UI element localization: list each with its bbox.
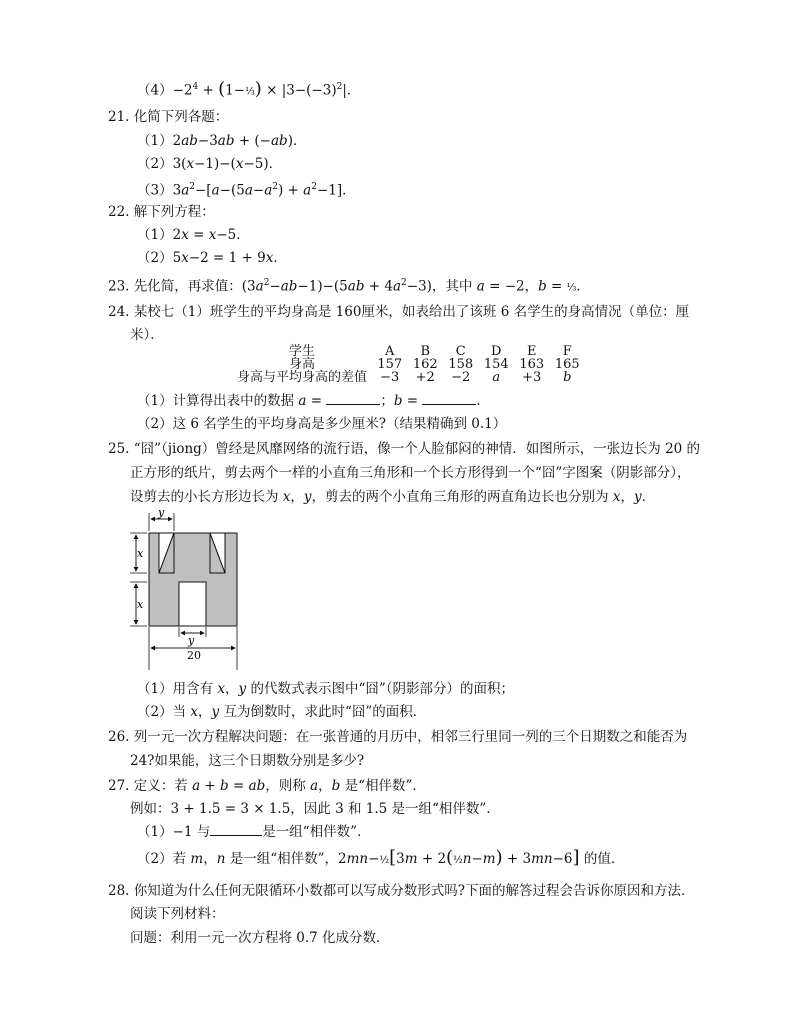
label-x-upper: x — [137, 547, 144, 560]
q27-title: 27. 定义：若 a + b = ab，则称 a，b 是“相伴数”． — [108, 778, 426, 794]
q21-part1: （1）2ab−3ab + (−ab)． — [137, 133, 307, 149]
q21-part3: $(3)3a^2-[a-(5a-a^2) + a^2-1]$． — [137, 182, 356, 199]
table-cell: F — [562, 344, 572, 359]
table-header-height: 身高 — [288, 357, 315, 372]
q28-line3: 问题：利用一元一次方程将 0.7̇ 化成分数． — [130, 930, 390, 946]
q26-line1: 26. 列一元一次方程解决问题：在一张普通的月历中，相邻三行里同一列的三个日期数之和能否为 — [108, 729, 688, 745]
q22-part2: （2）5x−2 = 1 + 9x． — [137, 250, 287, 266]
q24-part2: （2）这 6 名学生的平均身高是多少厘米?（结果精确到 0.1） — [137, 416, 507, 432]
table-cell: −2 — [451, 370, 471, 385]
table-cell: 165 — [554, 357, 580, 372]
table-row-diffs — [232, 371, 592, 384]
q25-part2: （2）当 x，y 互为倒数时，求此时“囧”的面积． — [137, 704, 427, 720]
table-cell: +3 — [522, 370, 542, 385]
q28-line2: 阅读下列材料： — [130, 906, 225, 922]
label-x-lower: x — [137, 598, 144, 611]
q24-part1: （1）计算得出表中的数据 a = ；b = ． — [137, 393, 490, 409]
q22-part1: （1）2x = x−5． — [137, 227, 250, 243]
q21-title: 21. 化简下列各题： — [108, 109, 229, 125]
q27-example: 例如：3 + 1.5 = 3 × 1.5，因此 3 和 1.5 是一组“相伴数”． — [130, 801, 500, 817]
table-header-diff: 身高与平均身高的差值 — [236, 370, 367, 385]
middle-rect — [179, 582, 206, 626]
q21-part2: （2）3(x−1)−(x−5)． — [137, 156, 283, 172]
q27-part2: （2）若 m，n 是一组“相伴数”，2mn−½[3m + 2(½n−m) + 3mn−6] 的值． — [137, 847, 625, 868]
table-cell: A — [385, 344, 395, 359]
q24-line2: 米）． — [130, 327, 164, 343]
table-cell: 163 — [519, 357, 545, 372]
table-cell: E — [527, 344, 537, 359]
q28-line1: 28. 你知道为什么任何无限循环小数都可以写成分数形式吗?下面的解答过程会告诉你原因和方法． — [108, 883, 695, 899]
table-cell: D — [491, 344, 502, 359]
table-cell: 158 — [448, 357, 474, 372]
table-cell: 157 — [377, 357, 403, 372]
q23: 23. 先化简，再求值：$(3a^2-ab-1)-(5ab + 4a^2-3)$，其中 a = −2，b = ⅓． — [108, 278, 590, 295]
q26-line2: 24?如果能，这三个日期数分别是多少? — [130, 753, 365, 769]
label-20: 20 — [187, 649, 201, 662]
q25-line3: 设剪去的小长方形边长为 x，y，剪去的两个小直角三角形的两直角边长也分别为 x，y． — [130, 489, 656, 505]
q24-line1: 24. 某校七（1）班学生的平均身高是 160厘米，如表给出了该班 6 名学生的身高情况（单位：厘 — [108, 304, 690, 320]
table-cell: 162 — [412, 357, 438, 372]
table-cell: +2 — [415, 370, 435, 385]
table-header-student: 学生 — [288, 344, 315, 359]
table-cell: 154 — [483, 357, 509, 372]
jiong-figure — [126, 505, 251, 675]
height-table — [232, 345, 592, 384]
q25-line2: 正方形的纸片，剪去两个一样的小直角三角形和一个长方形得到一个“囧”字图案（阴影部分）， — [130, 465, 691, 481]
q25-part1: （1）用含有 x，y 的代数式表示图中“囧”（阴影部分）的面积； — [137, 681, 515, 697]
q25-line1: 25. “囧”（jiong）曾经是风靡网络的流行语，像一个人脸郁闷的神情．如图所示，一张边长为 20 的 — [108, 441, 701, 457]
table-cell: −3 — [380, 370, 400, 385]
table-cell: a — [492, 370, 501, 385]
label-y-bottom: y — [188, 634, 195, 647]
label-y-top: y — [158, 506, 165, 519]
table-cell: B — [420, 344, 431, 359]
table-cell: b — [563, 370, 572, 385]
q22-title: 22. 解下列方程： — [108, 204, 215, 220]
q27-part1: （1）−1 与 是一组“相伴数”． — [137, 824, 371, 840]
table-cell: C — [455, 344, 466, 359]
q20-part4: $(4)-2^4$ + (1−⅓) × $|3-(-3)^2|$． — [137, 78, 361, 100]
